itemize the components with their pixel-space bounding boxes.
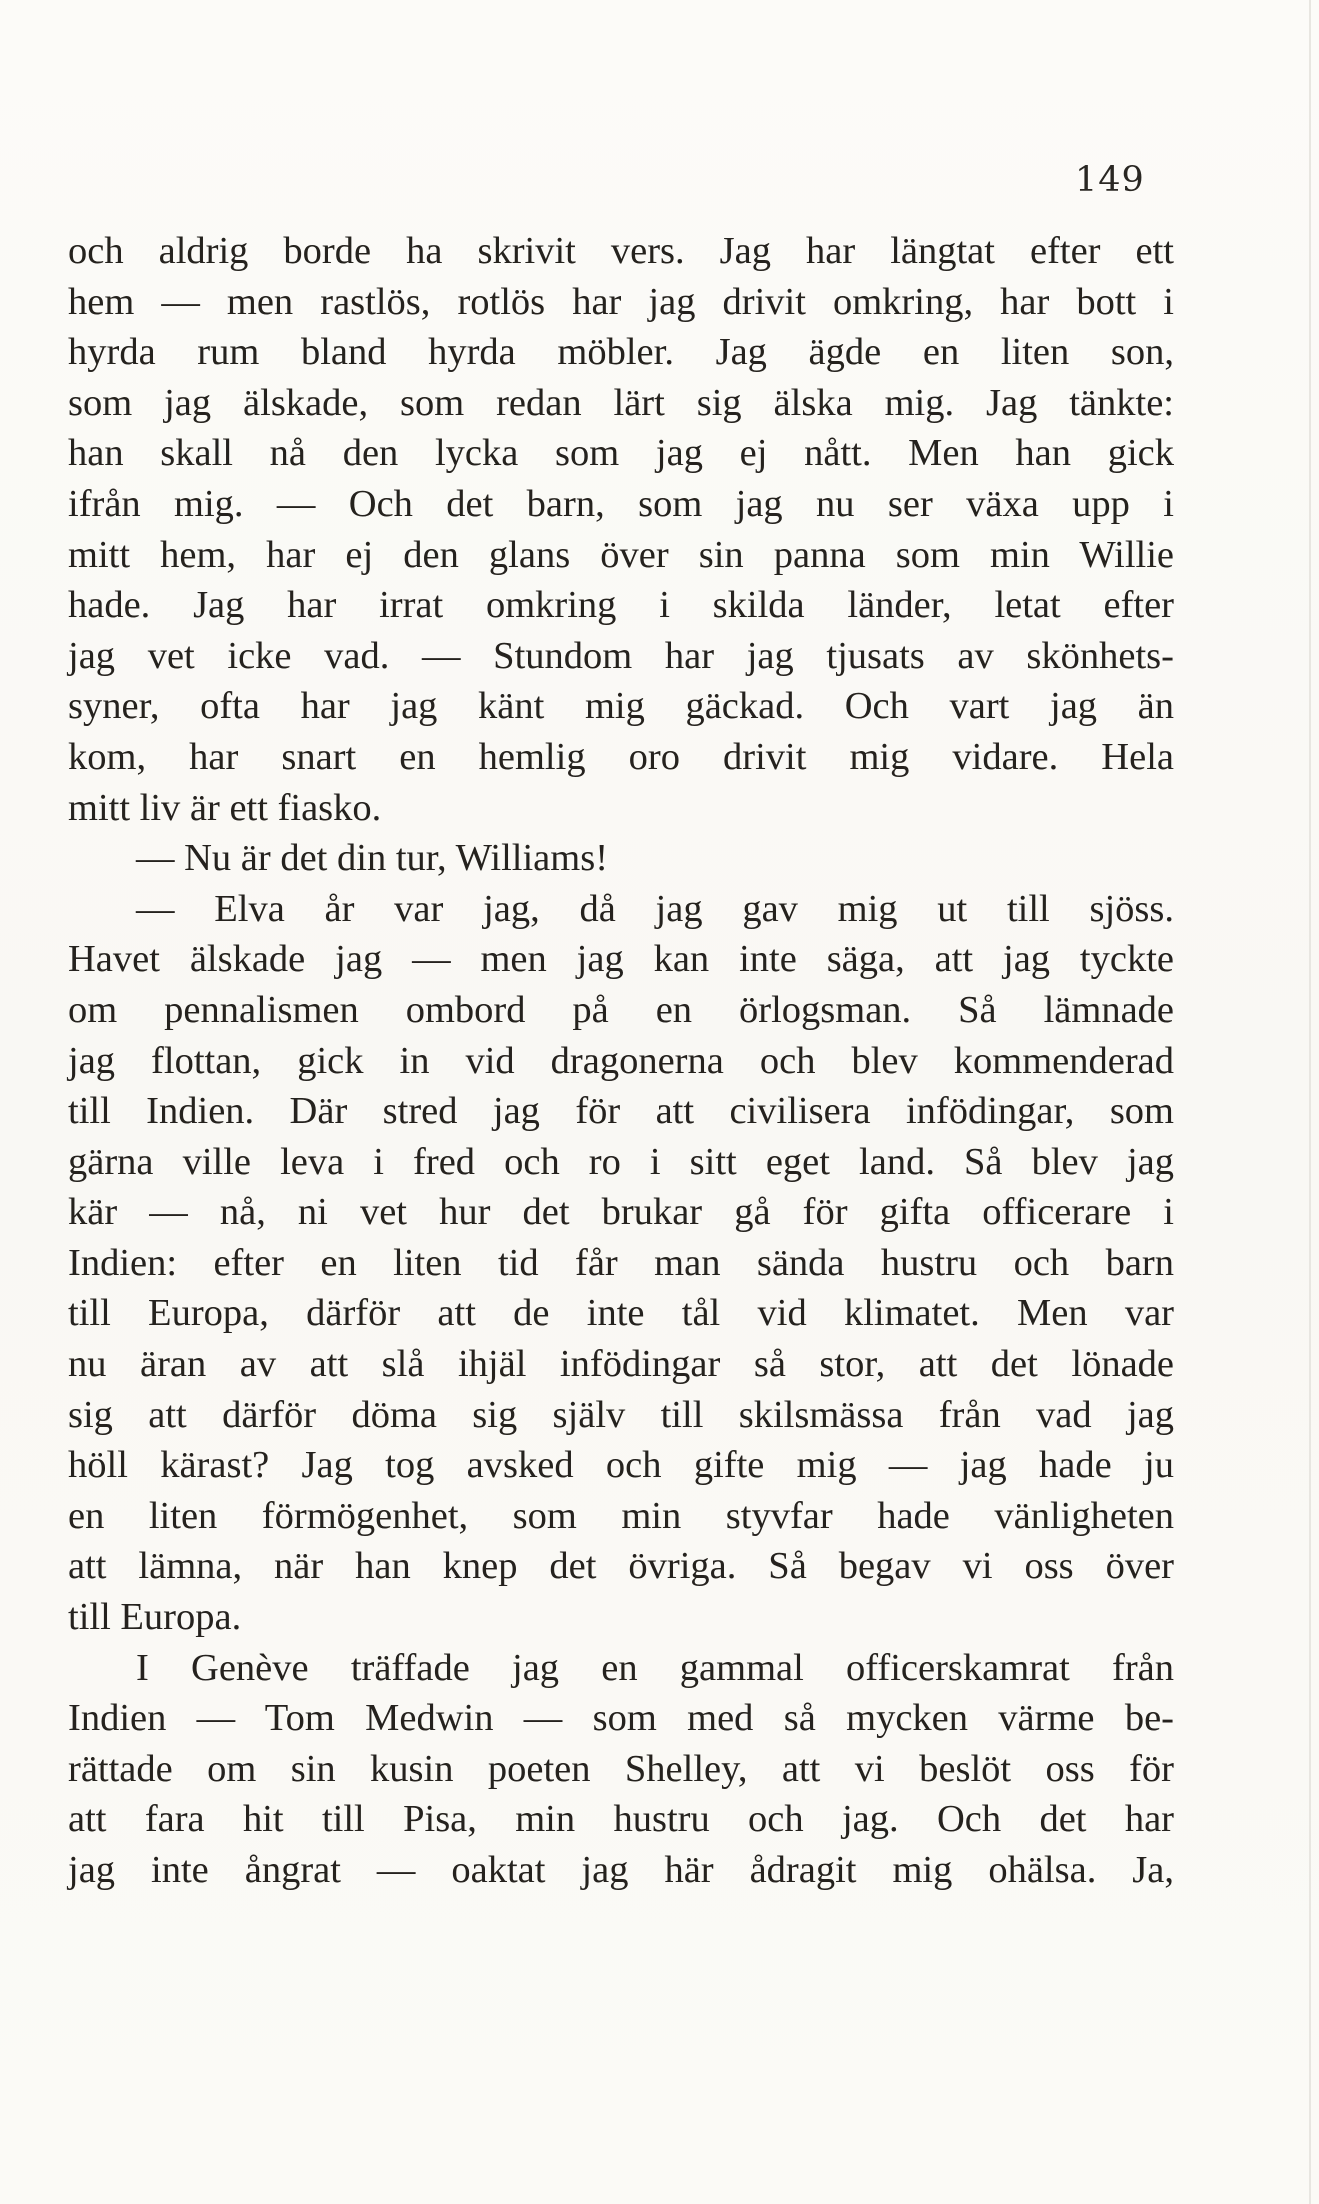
text-line: gärna ville leva i fred och ro i sitt eget land. Så blev jag xyxy=(68,1140,1174,1183)
text-line: syner, ofta har jag känt mig gäckad. Och vart jag än xyxy=(68,685,1174,728)
page-edge xyxy=(1309,0,1311,2204)
text-line: Havet älskade jag — men jag kan inte säga, att jag tyckte xyxy=(68,938,1174,981)
text-line: hyrda rum bland hyrda möbler. Jag ägde en liten son, xyxy=(68,331,1174,374)
text-line: att fara hit till Pisa, min hustru och jag. Och det har xyxy=(68,1798,1174,1841)
text-line: — Nu är det din tur, Williams! xyxy=(136,837,609,880)
text-line: ifrån mig. — Och det barn, som jag nu ser växa upp i xyxy=(68,482,1174,525)
text-line: han skall nå den lycka som jag ej nått. Men han gick xyxy=(68,432,1174,475)
text-line: mitt liv är ett fiasko. xyxy=(68,786,382,829)
text-line: nu äran av att slå ihjäl infödingar så stor, att det lönade xyxy=(68,1343,1174,1386)
text-line: att lämna, när han knep det övriga. Så begav vi oss över xyxy=(68,1545,1174,1588)
text-line: rättade om sin kusin poeten Shelley, att vi beslöt oss för xyxy=(68,1747,1174,1790)
text-line: mitt hem, har ej den glans över sin panna som min Willie xyxy=(68,533,1174,576)
text-line: hade. Jag har irrat omkring i skilda länder, letat efter xyxy=(68,584,1174,627)
text-line: en liten förmögenhet, som min styvfar hade vänligheten xyxy=(68,1494,1174,1537)
text-line: till Indien. Där stred jag för att civilisera infödingar, som xyxy=(68,1090,1174,1133)
text-line: — Elva år var jag, då jag gav mig ut till sjöss. xyxy=(136,887,1174,930)
text-line: och aldrig borde ha skrivit vers. Jag har längtat efter ett xyxy=(68,230,1174,272)
text-line: kom, har snart en hemlig oro drivit mig vidare. Hela xyxy=(68,735,1174,778)
text-line: jag inte ångrat — oaktat jag här ådragit mig ohälsa. Ja, xyxy=(68,1849,1174,1891)
text-line: jag vet icke vad. — Stundom har jag tjusats av skönhets- xyxy=(68,634,1174,677)
text-line: som jag älskade, som redan lärt sig älska mig. Jag tänkte: xyxy=(68,381,1174,424)
page-number: 149 xyxy=(1075,160,1145,200)
text-line: höll kärast? Jag tog avsked och gifte mig — jag hade ju xyxy=(68,1444,1174,1487)
text-line: till Europa, därför att de inte tål vid klimatet. Men var xyxy=(68,1292,1174,1335)
text-line: om pennalismen ombord på en örlogsman. Så lämnade xyxy=(68,988,1174,1031)
text-line: sig att därför döma sig själv till skilsmässa från vad jag xyxy=(68,1393,1174,1436)
text-line: Indien — Tom Medwin — som med så mycken värme be- xyxy=(68,1697,1174,1740)
text-line: kär — nå, ni vet hur det brukar gå för gifta officerare i xyxy=(68,1191,1174,1234)
text-line: jag flottan, gick in vid dragonerna och blev kommenderad xyxy=(68,1039,1174,1082)
text-line: till Europa. xyxy=(68,1596,242,1639)
text-line: I Genève träffade jag en gammal officerskamrat från xyxy=(136,1646,1174,1689)
text-line: Indien: efter en liten tid får man sända hustru och barn xyxy=(68,1241,1174,1284)
text-line: hem — men rastlös, rotlös har jag drivit omkring, har bott i xyxy=(68,280,1174,323)
body-text xyxy=(68,226,1174,1896)
